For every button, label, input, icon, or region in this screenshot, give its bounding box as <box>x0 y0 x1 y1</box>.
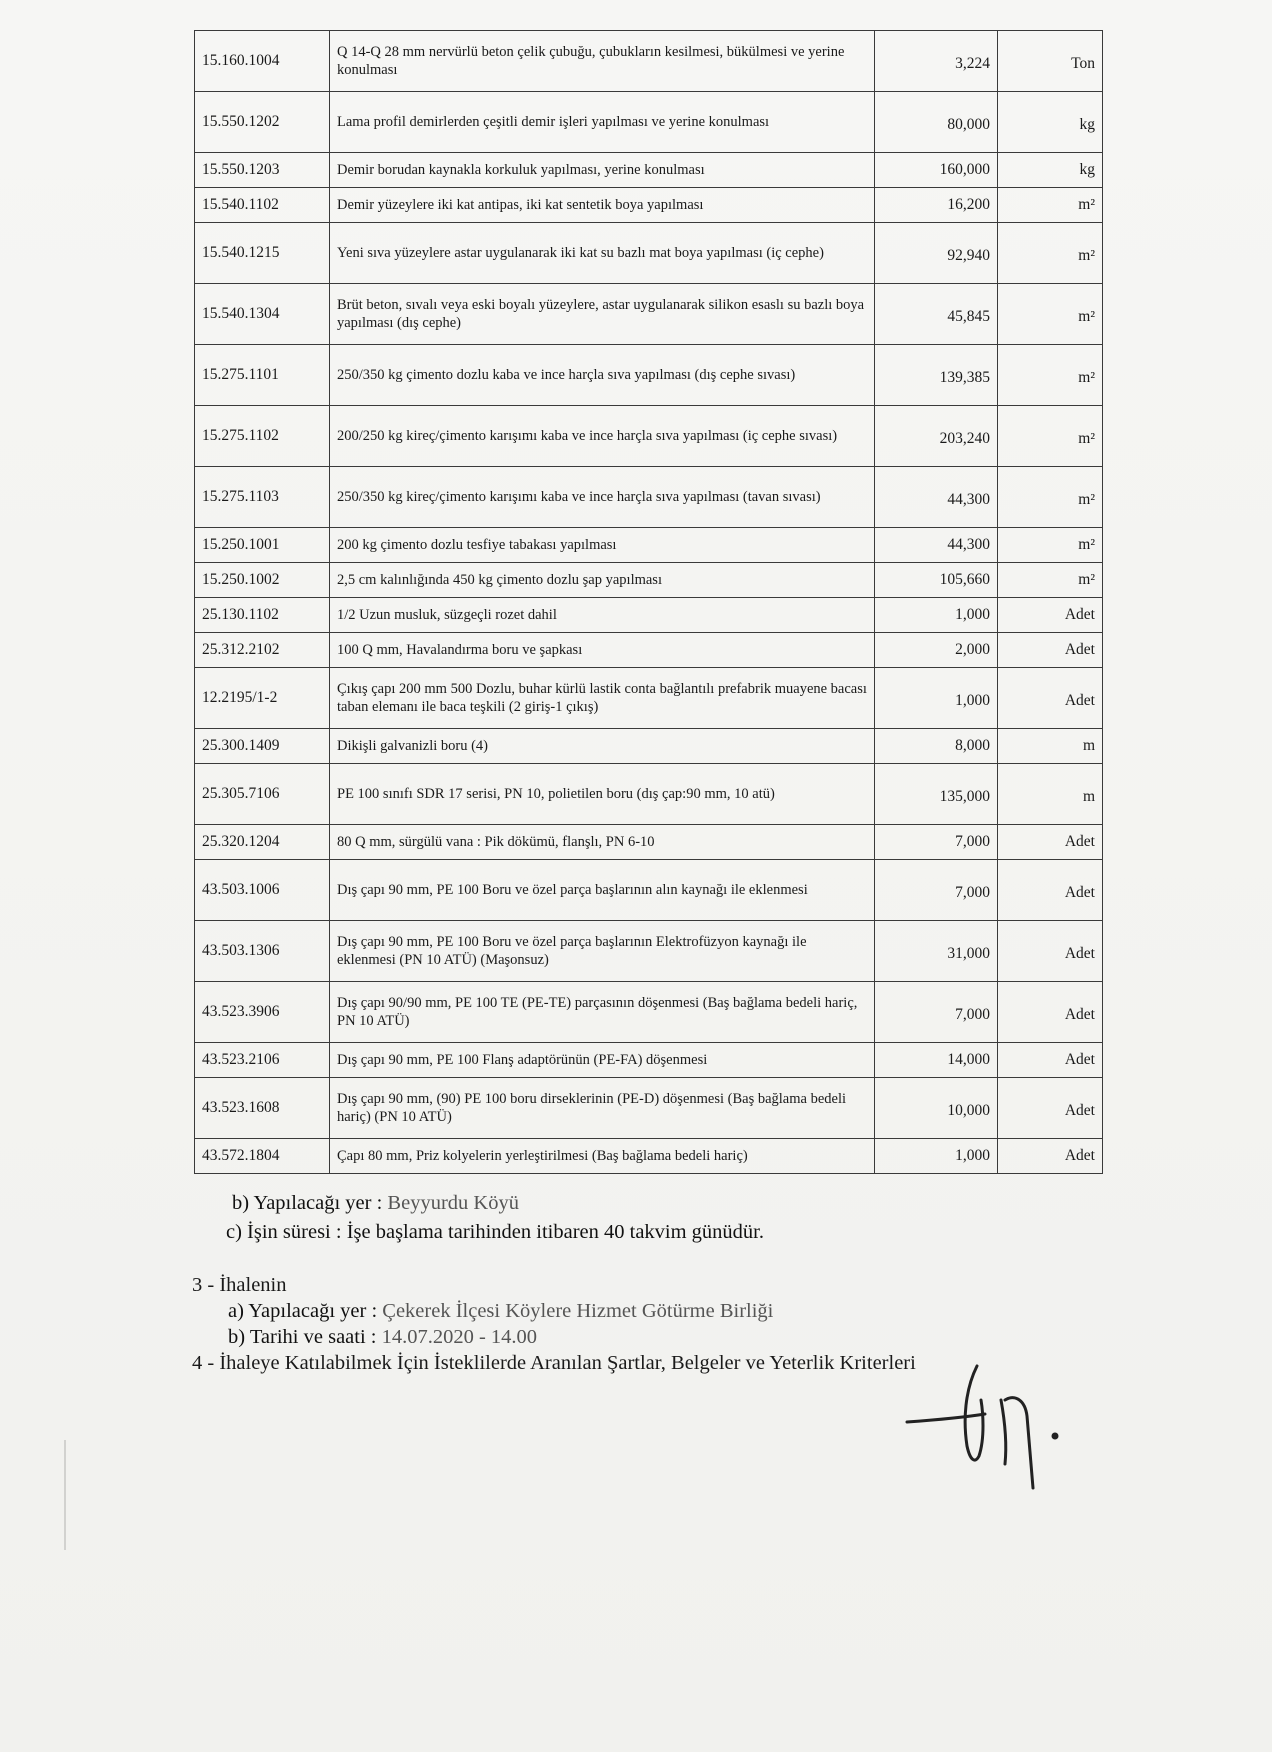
item-unit: m² <box>998 345 1103 406</box>
item-code: 43.523.1608 <box>195 1078 330 1139</box>
item-unit: Adet <box>998 633 1103 668</box>
item-quantity: 44,300 <box>875 528 998 563</box>
item-code: 15.550.1202 <box>195 92 330 153</box>
table-row <box>195 528 1103 563</box>
section3-b-value: 14.07.2020 - 14.00 <box>381 1326 538 1348</box>
table-row <box>195 467 1103 528</box>
table-row <box>195 1139 1103 1174</box>
item-description: 200/250 kg kireç/çimento karışımı kaba ve ince harçla sıva yapılması (iç cephe sıvası) <box>330 406 875 467</box>
item-code: 25.312.2102 <box>195 633 330 668</box>
item-quantity: 45,845 <box>875 284 998 345</box>
item-unit: m <box>998 729 1103 764</box>
table-row <box>195 92 1103 153</box>
item-quantity: 7,000 <box>875 982 998 1043</box>
item-code: 15.275.1102 <box>195 406 330 467</box>
table-row <box>195 1078 1103 1139</box>
item-unit: Adet <box>998 598 1103 633</box>
scan-edge-mark <box>64 1440 66 1550</box>
item-quantity: 3,224 <box>875 31 998 92</box>
item-code: 12.2195/1-2 <box>195 668 330 729</box>
signature-mark <box>905 1360 1075 1500</box>
item-description: 100 Q mm, Havalandırma boru ve şapkası <box>330 633 875 668</box>
item-quantity: 80,000 <box>875 92 998 153</box>
item-description: 250/350 kg çimento dozlu kaba ve ince harçla sıva yapılması (dış cephe sıvası) <box>330 345 875 406</box>
item-description: Dış çapı 90/90 mm, PE 100 TE (PE-TE) parçasının döşenmesi (Baş bağlama bedeli hariç, PN 10 ATÜ) <box>330 982 875 1043</box>
section2-c-line <box>226 1221 764 1244</box>
table-row <box>195 406 1103 467</box>
item-description: Çapı 80 mm, Priz kolyelerin yerleştirilmesi (Baş bağlama bedeli hariç) <box>330 1139 875 1174</box>
item-unit: m² <box>998 563 1103 598</box>
item-description: 1/2 Uzun musluk, süzgeçli rozet dahil <box>330 598 875 633</box>
item-quantity: 135,000 <box>875 764 998 825</box>
item-description: Yeni sıva yüzeylere astar uygulanarak iki kat su bazlı mat boya yapılması (iç cephe) <box>330 223 875 284</box>
section3-b-label: b) Tarihi ve saati : <box>228 1326 382 1348</box>
table-row <box>195 284 1103 345</box>
item-unit: Adet <box>998 825 1103 860</box>
table-row <box>195 921 1103 982</box>
item-quantity: 92,940 <box>875 223 998 284</box>
section3-heading: 3 - İhalenin <box>192 1274 287 1296</box>
item-code: 15.275.1103 <box>195 467 330 528</box>
item-unit: m² <box>998 223 1103 284</box>
item-unit: m² <box>998 528 1103 563</box>
item-unit: m <box>998 764 1103 825</box>
table-row <box>195 31 1103 92</box>
item-quantity: 139,385 <box>875 345 998 406</box>
table-row <box>195 223 1103 284</box>
table-row <box>195 345 1103 406</box>
item-description: Dış çapı 90 mm, PE 100 Flanş adaptörünün (PE-FA) döşenmesi <box>330 1043 875 1078</box>
item-unit: Adet <box>998 982 1103 1043</box>
item-quantity: 14,000 <box>875 1043 998 1078</box>
item-quantity: 105,660 <box>875 563 998 598</box>
item-quantity: 160,000 <box>875 153 998 188</box>
item-unit: m² <box>998 406 1103 467</box>
item-description: 2,5 cm kalınlığında 450 kg çimento dozlu şap yapılması <box>330 563 875 598</box>
item-quantity: 2,000 <box>875 633 998 668</box>
item-description: Lama profil demirlerden çeşitli demir işleri yapılması ve yerine konulması <box>330 92 875 153</box>
section4-heading: 4 - İhaleye Katılabilmek İçin İsteklilerde Aranılan Şartlar, Belgeler ve Yeterlik Kriterleri <box>192 1352 916 1374</box>
item-unit: kg <box>998 153 1103 188</box>
item-unit: m² <box>998 188 1103 223</box>
item-quantity: 1,000 <box>875 1139 998 1174</box>
item-code: 15.250.1002 <box>195 563 330 598</box>
table-row <box>195 153 1103 188</box>
item-description: 80 Q mm, sürgülü vana : Pik dökümü, flanşlı, PN 6-10 <box>330 825 875 860</box>
item-description: PE 100 sınıfı SDR 17 serisi, PN 10, polietilen boru (dış çap:90 mm, 10 atü) <box>330 764 875 825</box>
item-quantity: 1,000 <box>875 668 998 729</box>
table-row <box>195 668 1103 729</box>
table-row <box>195 1043 1103 1078</box>
item-code: 25.130.1102 <box>195 598 330 633</box>
item-code: 43.523.3906 <box>195 982 330 1043</box>
item-unit: Adet <box>998 921 1103 982</box>
section2-b-value: Beyyurdu Köyü <box>387 1192 519 1214</box>
table-row <box>195 982 1103 1043</box>
item-code: 43.523.2106 <box>195 1043 330 1078</box>
item-code: 15.550.1203 <box>195 153 330 188</box>
item-code: 15.250.1001 <box>195 528 330 563</box>
table-row <box>195 764 1103 825</box>
item-unit: m² <box>998 467 1103 528</box>
item-quantity: 10,000 <box>875 1078 998 1139</box>
item-code: 15.540.1304 <box>195 284 330 345</box>
item-quantity: 7,000 <box>875 860 998 921</box>
item-quantity: 7,000 <box>875 825 998 860</box>
item-description: Brüt beton, sıvalı veya eski boyalı yüzeylere, astar uygulanarak silikon esaslı su bazlı boya yapılması (dış cephe) <box>330 284 875 345</box>
work-items-body <box>195 31 1103 1174</box>
section3-a-label: a) Yapılacağı yer : <box>228 1300 383 1322</box>
item-description: Dikişli galvanizli boru (4) <box>330 729 875 764</box>
work-items-table <box>194 30 1103 1174</box>
item-code: 25.300.1409 <box>195 729 330 764</box>
item-unit: kg <box>998 92 1103 153</box>
item-code: 43.572.1804 <box>195 1139 330 1174</box>
table-row <box>195 633 1103 668</box>
item-unit: Adet <box>998 860 1103 921</box>
table-row <box>195 598 1103 633</box>
section3-b-line <box>228 1326 537 1349</box>
section2-b-line <box>232 1192 519 1215</box>
item-code: 43.503.1006 <box>195 860 330 921</box>
item-description: Çıkış çapı 200 mm 500 Dozlu, buhar kürlü lastik conta bağlantılı prefabrik muayene bacası taban elemanı ile baca teşkili (2 giriş-1 çıkış) <box>330 668 875 729</box>
section2-b-label: b) Yapılacağı yer : <box>232 1192 388 1214</box>
item-quantity: 1,000 <box>875 598 998 633</box>
table-row <box>195 825 1103 860</box>
item-description: 250/350 kg kireç/çimento karışımı kaba ve ince harçla sıva yapılması (tavan sıvası) <box>330 467 875 528</box>
item-description: Dış çapı 90 mm, PE 100 Boru ve özel parça başlarının alın kaynağı ile eklenmesi <box>330 860 875 921</box>
section2-c-label: c) İşin süresi : <box>226 1221 347 1243</box>
item-description: Demir borudan kaynakla korkuluk yapılması, yerine konulması <box>330 153 875 188</box>
item-quantity: 44,300 <box>875 467 998 528</box>
item-code: 25.305.7106 <box>195 764 330 825</box>
table-row <box>195 563 1103 598</box>
table-row <box>195 729 1103 764</box>
item-unit: Adet <box>998 1139 1103 1174</box>
item-code: 25.320.1204 <box>195 825 330 860</box>
item-code: 43.503.1306 <box>195 921 330 982</box>
section3-a-line <box>228 1300 773 1323</box>
item-unit: Ton <box>998 31 1103 92</box>
item-quantity: 203,240 <box>875 406 998 467</box>
item-code: 15.540.1102 <box>195 188 330 223</box>
item-description: Dış çapı 90 mm, PE 100 Boru ve özel parça başlarının Elektrofüzyon kaynağı ile eklenmesi (PN 10 ATÜ) (Maşonsuz) <box>330 921 875 982</box>
item-unit: m² <box>998 284 1103 345</box>
item-description: Demir yüzeylere iki kat antipas, iki kat sentetik boya yapılması <box>330 188 875 223</box>
section3-a-value: Çekerek İlçesi Köylere Hizmet Götürme Birliği <box>382 1300 774 1322</box>
item-quantity: 8,000 <box>875 729 998 764</box>
item-unit: Adet <box>998 1078 1103 1139</box>
item-quantity: 31,000 <box>875 921 998 982</box>
item-code: 15.540.1215 <box>195 223 330 284</box>
item-code: 15.275.1101 <box>195 345 330 406</box>
table-row <box>195 188 1103 223</box>
item-quantity: 16,200 <box>875 188 998 223</box>
item-description: Dış çapı 90 mm, (90) PE 100 boru dirseklerinin (PE-D) döşenmesi (Baş bağlama bedeli hariç) (PN 10 ATÜ) <box>330 1078 875 1139</box>
item-unit: Adet <box>998 668 1103 729</box>
item-code: 15.160.1004 <box>195 31 330 92</box>
item-unit: Adet <box>998 1043 1103 1078</box>
item-description: 200 kg çimento dozlu tesfiye tabakası yapılması <box>330 528 875 563</box>
item-description: Q 14-Q 28 mm nervürlü beton çelik çubuğu, çubukların kesilmesi, bükülmesi ve yerine konulması <box>330 31 875 92</box>
table-row <box>195 860 1103 921</box>
section2-c-value: İşe başlama tarihinden itibaren 40 takvim günüdür. <box>346 1221 765 1243</box>
